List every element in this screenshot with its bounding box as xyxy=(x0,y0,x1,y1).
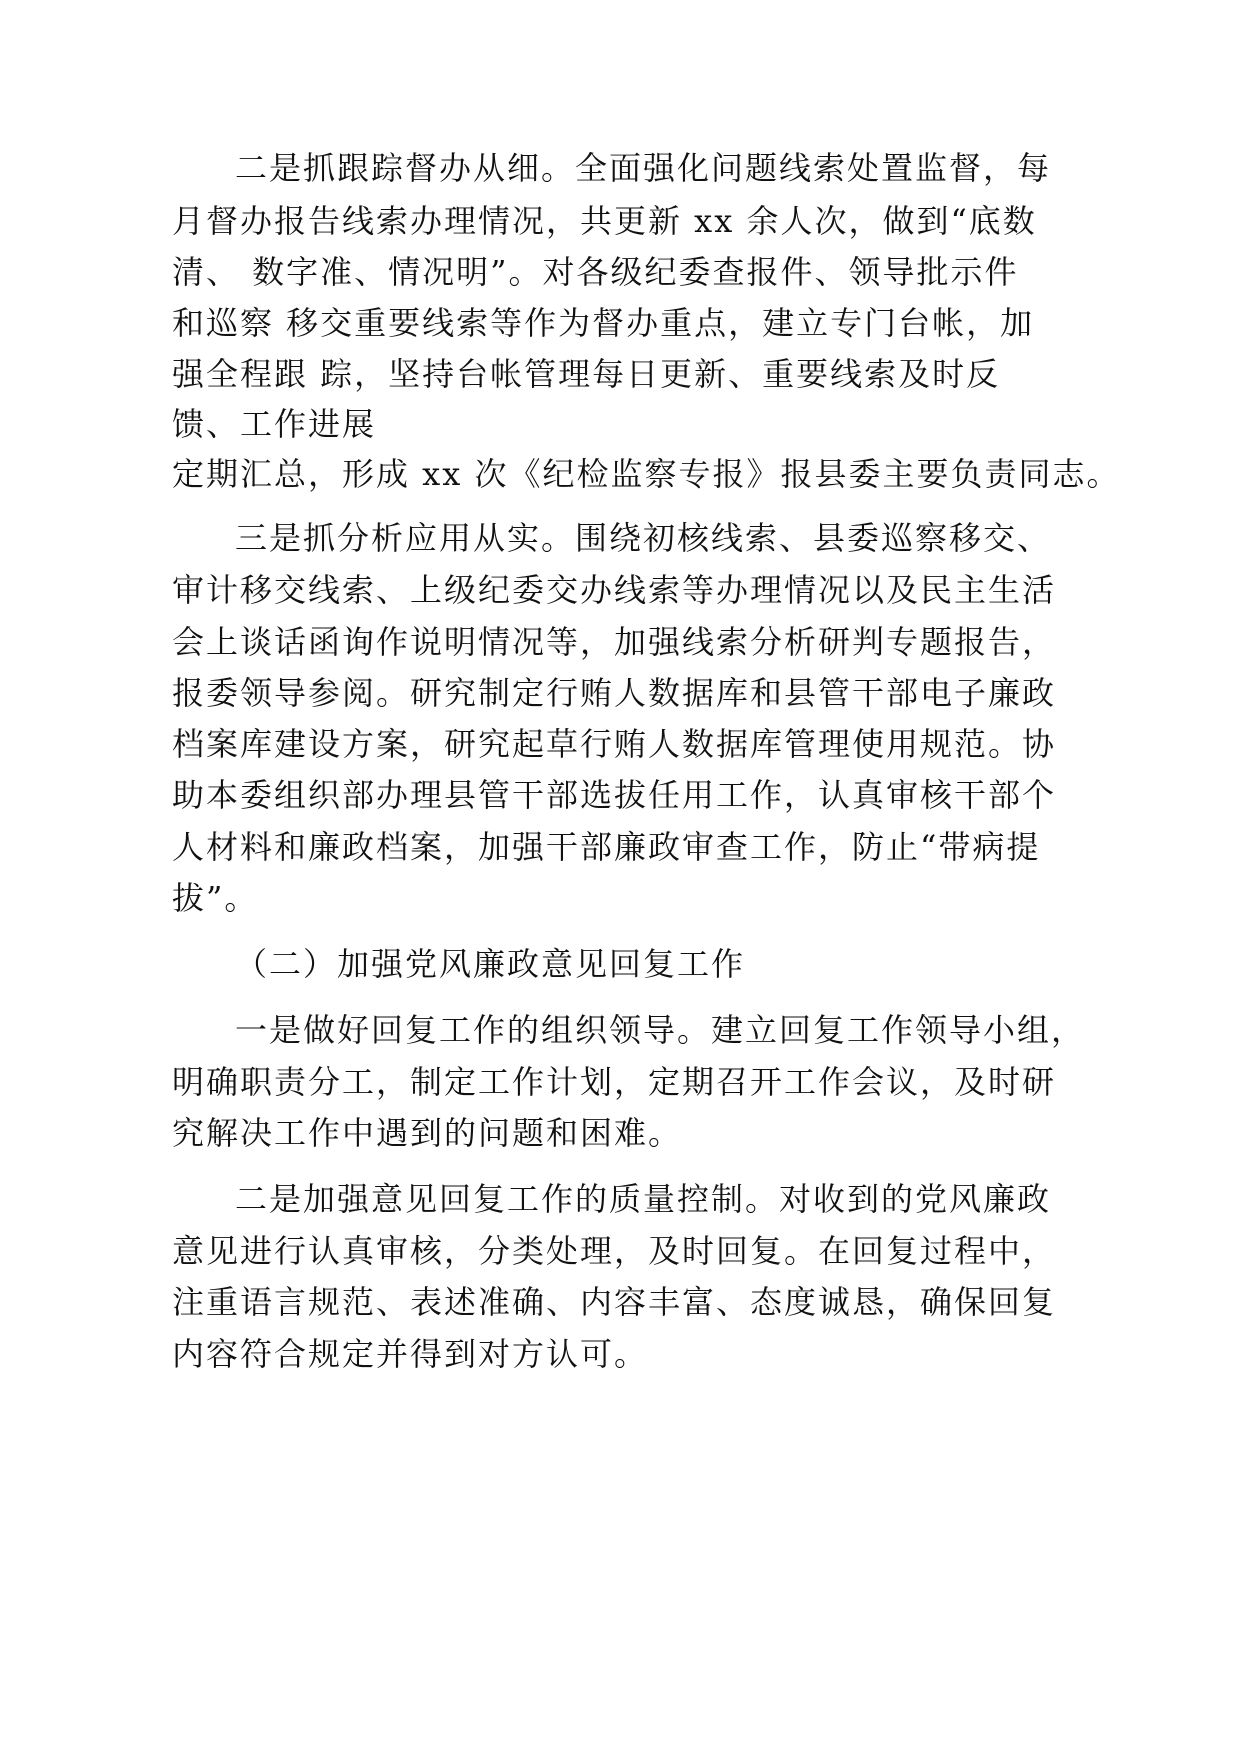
paragraph-1-line-4: 和巡察 移交重要线索等作为督办重点，建立专门台帐，加 xyxy=(172,304,1035,342)
paragraph-4-line-2: 意见进行认真审核，分类处理，及时回复。在回复过程中， xyxy=(172,1232,1057,1270)
paragraph-2-line-6: 助本委组织部办理县管干部选拔任用工作，认真审核干部个 xyxy=(172,776,1057,814)
paragraph-2-line-8: 拔”。 xyxy=(172,879,259,917)
paragraph-2-line-5: 档案库建设方案，研究起草行贿人数据库管理使用规范。协 xyxy=(172,725,1057,763)
paragraph-1-line-5: 强全程跟 踪，坚持台帐管理每日更新、重要线索及时反 xyxy=(172,355,1001,393)
paragraph-1-line-2: 月督办报告线索办理情况，共更新 xx 余人次，做到“底数 xyxy=(172,202,1037,240)
paragraph-4-line-4: 内容符合规定并得到对方认可。 xyxy=(172,1335,649,1373)
paragraph-4-line-3: 注重语言规范、表述准确、内容丰富、态度诚恳，确保回复 xyxy=(172,1283,1057,1321)
paragraph-2-line-7: 人材料和廉政档案，加强干部廉政审查工作，防止“带病提 xyxy=(172,828,1041,866)
paragraph-1-line-3: 清、 数字准、情况明”。对各级纪委查报件、领导批示件 xyxy=(172,253,1019,291)
paragraph-3-line-1: 一是做好回复工作的组织领导。建立回复工作领导小组， xyxy=(235,1011,1086,1049)
section-heading: （二）加强党风廉政意见回复工作 xyxy=(235,945,746,983)
paragraph-2-line-1: 三是抓分析应用从实。围绕初核线索、县委巡察移交、 xyxy=(235,519,1052,557)
paragraph-2-line-3: 会上谈话函询作说明情况等，加强线索分析研判专题报告， xyxy=(172,623,1057,661)
paragraph-3-line-2: 明确职责分工，制定工作计划，定期召开工作会议，及时研 xyxy=(172,1063,1057,1101)
paragraph-3-line-3: 究解决工作中遇到的问题和困难。 xyxy=(172,1114,683,1152)
paragraph-1-line-1: 二是抓跟踪督办从细。全面强化问题线索处置监督，每 xyxy=(235,149,1052,187)
paragraph-1-line-6: 馈、工作进展 xyxy=(172,405,377,443)
paragraph-4-line-1: 二是加强意见回复工作的质量控制。对收到的党风廉政 xyxy=(235,1180,1052,1218)
paragraph-1-line-7: 定期汇总，形成 xx 次《纪检监察专报》报县委主要负责同志。 xyxy=(172,455,1121,493)
paragraph-2-line-4: 报委领导参阅。研究制定行贿人数据库和县管干部电子廉政 xyxy=(172,674,1057,712)
paragraph-2-line-2: 审计移交线索、上级纪委交办线索等办理情况以及民主生活 xyxy=(172,571,1057,609)
